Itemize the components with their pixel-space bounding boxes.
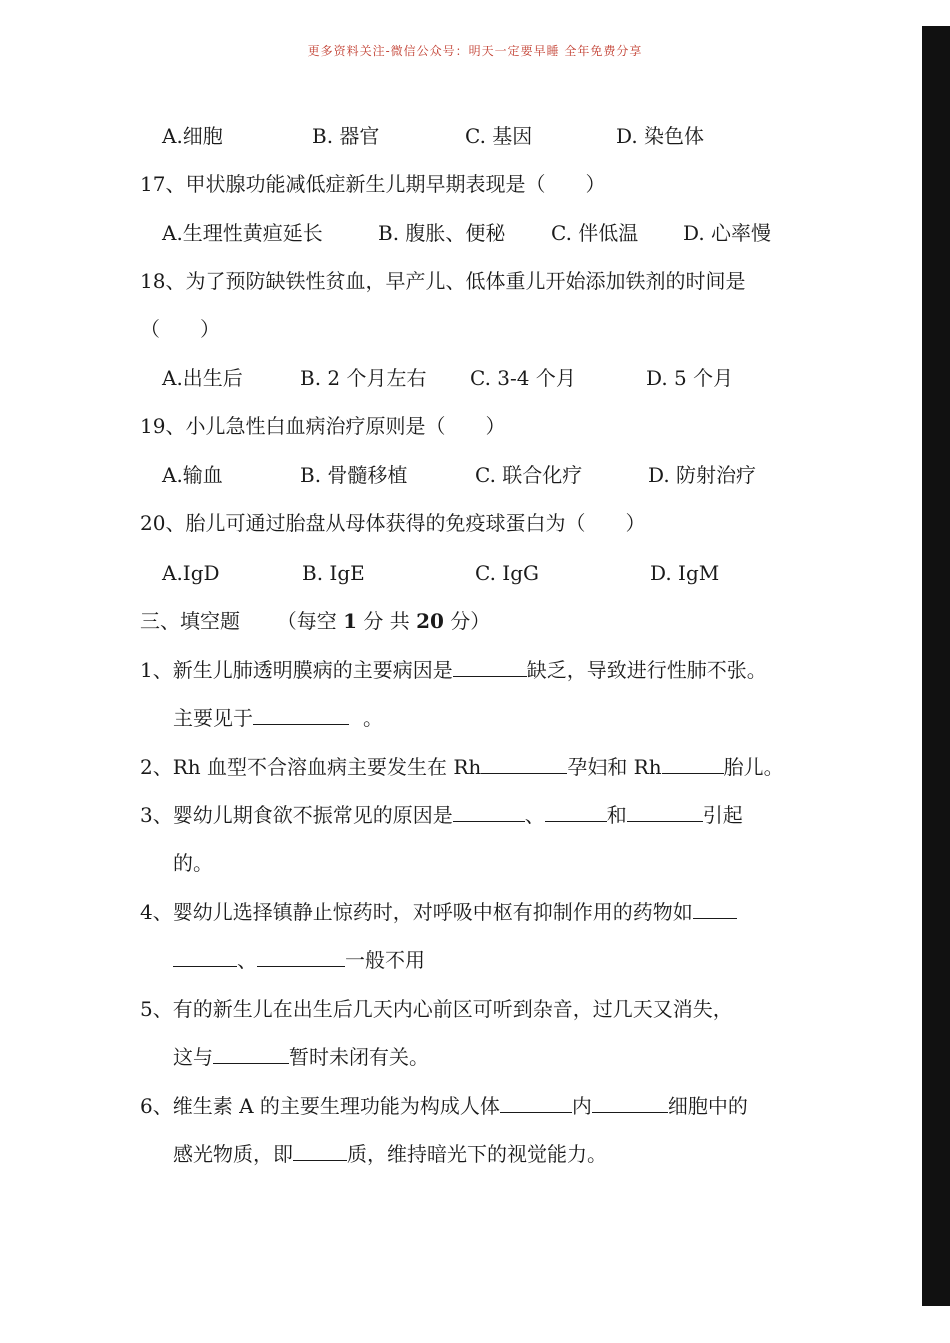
fill-1-text-b: 缺乏，导致进行性肺不张。	[526, 658, 767, 682]
fill-2-text-b: 孕妇和 Rh	[567, 755, 662, 779]
fill-2-text-a: 2、Rh 血型不合溶血病主要发生在 Rh	[140, 755, 482, 779]
q20-option-b: B. IgE	[302, 561, 365, 585]
fill-6-text-d: 感光物质，即	[173, 1142, 293, 1166]
fill-3-line-2: 的。	[173, 851, 213, 875]
fill-2-blank-2[interactable]	[662, 753, 724, 774]
fill-4-blank-2[interactable]	[257, 946, 345, 967]
header-note: 更多资料关注-微信公众号：明天一定要早睡 全年免费分享	[307, 44, 643, 58]
fill-2-text-c: 胎儿。	[723, 755, 784, 779]
fill-6-line-1	[140, 1092, 748, 1120]
q18-text-continued: （ ）	[140, 317, 220, 341]
fill-3-text-c: 和	[606, 803, 627, 827]
fill-4-line-1	[140, 898, 737, 926]
fill-3-blank-3[interactable]	[627, 801, 703, 822]
fill-1-text-c: 主要见于	[173, 706, 253, 730]
fill-1-line-2	[173, 704, 383, 732]
fill-3-blank-1[interactable]	[453, 801, 525, 822]
fill-1-blank-1[interactable]	[453, 656, 527, 677]
q19-option-a: A.输血	[162, 463, 223, 487]
fill-1-text-d: 。	[363, 706, 383, 730]
fill-6-blank-3[interactable]	[293, 1140, 347, 1161]
q17-option-a: A.生理性黄疸延长	[162, 221, 323, 245]
fill-5-line-2	[173, 1043, 429, 1071]
q18-text: 18、为了预防缺铁性贫血，早产儿、低体重儿开始添加铁剂的时间是	[140, 269, 746, 293]
fill-1-text-a: 1、新生儿肺透明膜病的主要病因是	[140, 658, 453, 682]
q20-option-c: C. IgG	[475, 561, 539, 585]
q18-option-b: B. 2 个月左右	[300, 366, 427, 390]
fill-4-line-2	[173, 946, 425, 974]
section-3-points-per-blank: 1	[343, 609, 357, 633]
fill-6-text-a: 6、维生素 A 的主要生理功能为构成人体	[140, 1094, 500, 1118]
fill-3-blank-2[interactable]	[545, 801, 607, 822]
q19-option-c: C. 联合化疗	[475, 463, 583, 487]
q19-option-b: B. 骨髓移植	[300, 463, 408, 487]
section-3-total-points: 20	[416, 609, 444, 633]
q18-option-a: A.出生后	[162, 366, 243, 390]
fill-6-blank-2[interactable]	[592, 1092, 668, 1113]
q18-option-d: D. 5 个月	[646, 366, 734, 390]
section-3-scoring-pre: （每空	[276, 609, 344, 633]
fill-2-blank-1[interactable]	[481, 753, 567, 774]
section-3-title: 三、填空题	[140, 609, 240, 633]
fill-6-text-e: 质，维持暗光下的视觉能力。	[347, 1142, 607, 1166]
section-3-scoring-mid: 分 共	[357, 609, 417, 633]
fill-1-blank-2[interactable]	[253, 704, 349, 725]
fill-3-text-d: 引起	[702, 803, 743, 827]
fill-4-blank-1[interactable]	[693, 898, 737, 919]
q17-option-b: B. 腹胀、便秘	[378, 221, 506, 245]
fill-4-text-a: 4、婴幼儿选择镇静止惊药时，对呼吸中枢有抑制作用的药物如	[140, 900, 693, 924]
fill-5-line-1: 5、有的新生儿在出生后几天内心前区可听到杂音，过几天又消失，	[140, 997, 733, 1021]
fill-6-text-c: 细胞中的	[667, 1094, 748, 1118]
fill-6-line-2	[173, 1140, 607, 1168]
fill-1-line-1	[140, 656, 767, 684]
q20-option-a: A.IgD	[162, 561, 220, 585]
fill-5-text-c: 暂时未闭有关。	[289, 1045, 429, 1069]
fill-4-blank-1-continued[interactable]	[173, 946, 237, 967]
fill-5-blank-1[interactable]	[213, 1043, 289, 1064]
q16-option-c: C. 基因	[465, 124, 533, 148]
fill-6-blank-1[interactable]	[500, 1092, 572, 1113]
fill-3-text-b: 、	[524, 803, 545, 827]
fill-4-text-c: 一般不用	[345, 948, 425, 972]
fill-2-line	[140, 753, 784, 781]
fill-5-text-b: 这与	[173, 1045, 213, 1069]
q16-option-b: B. 器官	[312, 124, 380, 148]
q16-option-d: D. 染色体	[616, 124, 705, 148]
page-edge-bar	[922, 26, 950, 1306]
fill-3-text-a: 3、婴幼儿期食欲不振常见的原因是	[140, 803, 453, 827]
fill-4-text-b: 、	[237, 948, 257, 972]
q20-option-d: D. IgM	[650, 561, 720, 585]
fill-3-line-1	[140, 801, 743, 829]
q19-text: 19、小儿急性白血病治疗原则是（ ）	[140, 414, 506, 438]
q20-text: 20、胎儿可通过胎盘从母体获得的免疫球蛋白为（ ）	[140, 511, 646, 535]
q17-text: 17、甲状腺功能减低症新生儿期早期表现是（ ）	[140, 172, 606, 196]
section-3-scoring-post: 分）	[443, 609, 491, 633]
q17-option-d: D. 心率慢	[683, 221, 772, 245]
section-3-heading	[140, 607, 490, 635]
q17-option-c: C. 伴低温	[551, 221, 639, 245]
q16-option-a: A.细胞	[162, 124, 223, 148]
fill-6-text-b: 内	[571, 1094, 592, 1118]
q18-option-c: C. 3-4 个月	[470, 366, 576, 390]
q19-option-d: D. 防射治疗	[648, 463, 757, 487]
